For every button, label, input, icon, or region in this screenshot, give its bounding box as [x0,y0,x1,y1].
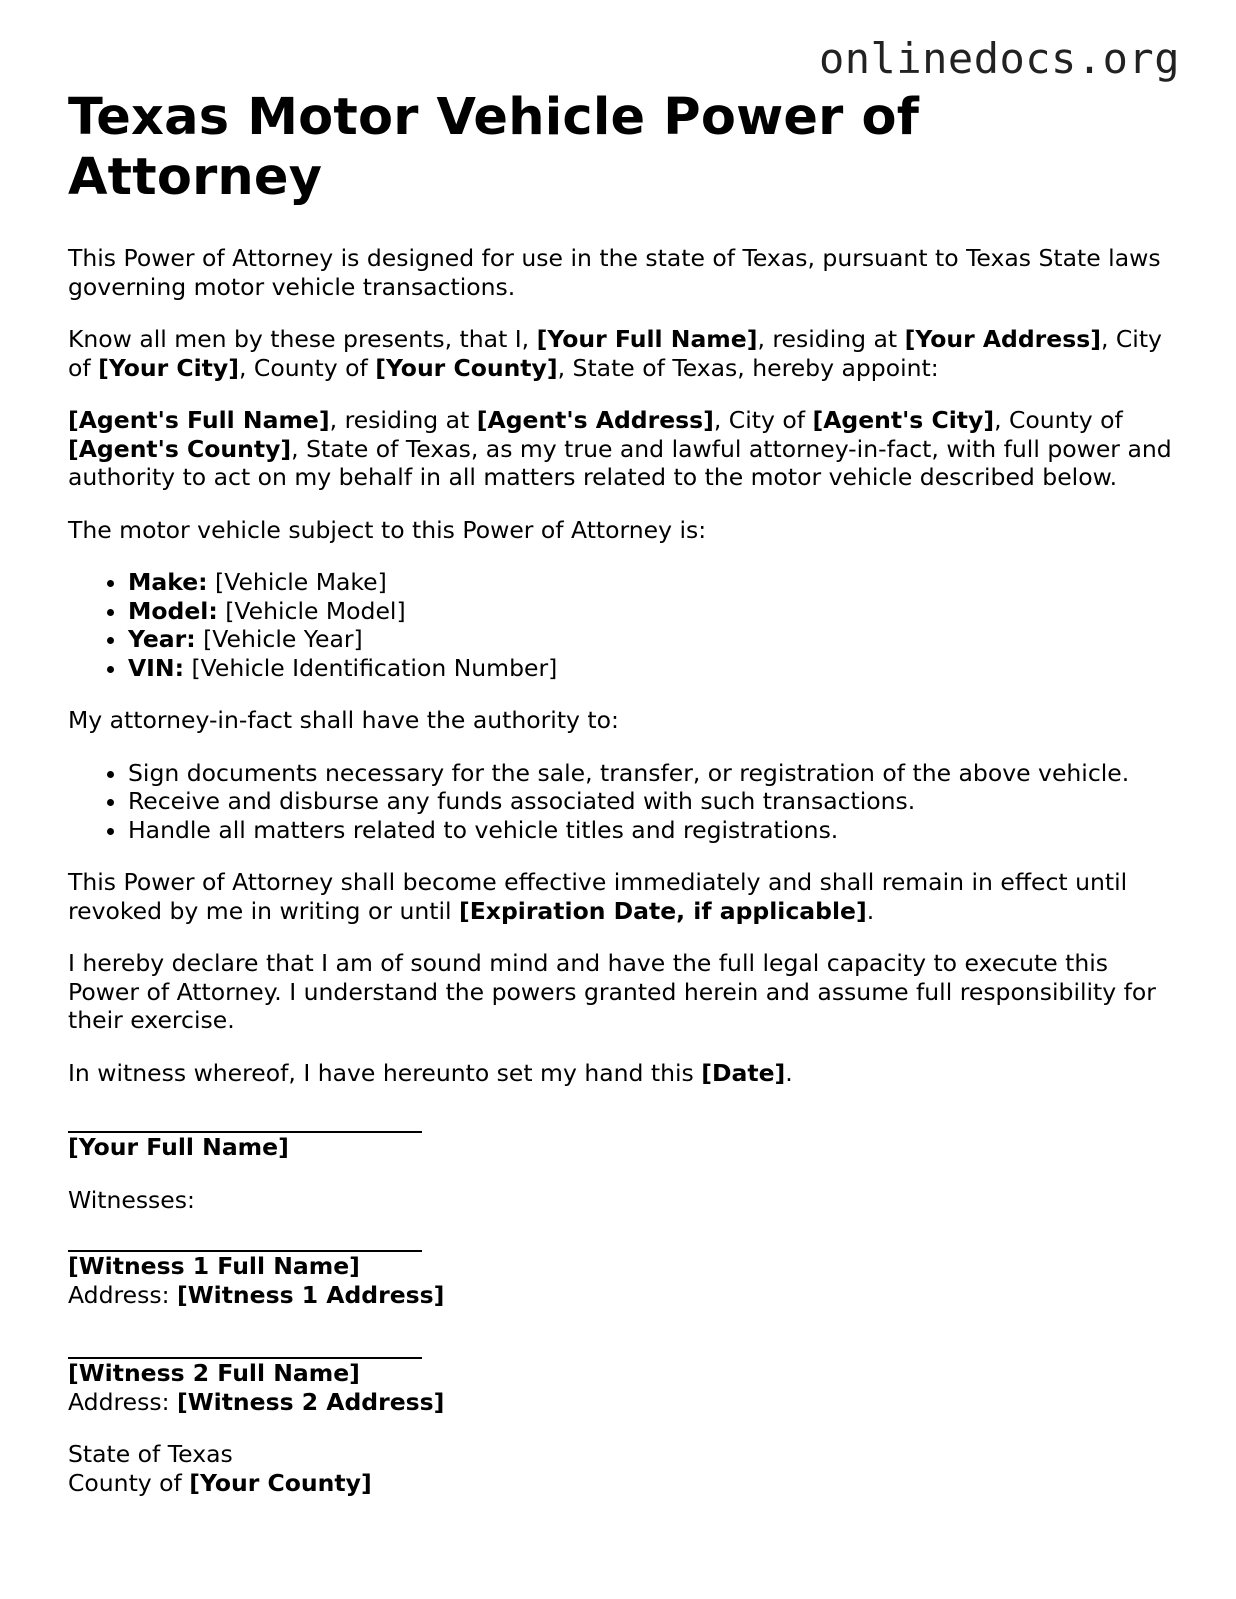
principal-address: [Your Address] [904,325,1101,354]
agent-county: [Agent's County] [68,434,292,463]
principal-city: [Your City] [98,353,239,382]
site-watermark: onlinedocs.org [818,34,1180,83]
list-item: • Model: [Vehicle Model] [128,597,1178,626]
principal-paragraph: Know all men by these presents, that I, [Your Full Name], residing at [Your Address], City of [Your City], County of [Your County], State of Texas, hereby appoint: [68,325,1162,382]
agent-address: [Agent's Address] [476,406,714,435]
expiration-date: [Expiration Date, if applicable] [459,896,867,925]
document-page [68,88,1178,1497]
intro-paragraph: This Power of Attorney is designed for use in the state of Texas, pursuant to Texas State laws governing motor vehicle transactions. [68,244,1161,301]
witness-2-name: [Witness 2 Full Name] [68,1359,360,1388]
list-item: • Make: [Vehicle Make] [128,568,1178,597]
signature-line [68,1345,422,1359]
list-item: • Handle all matters related to vehicle titles and registrations. [128,816,1178,845]
signature-line [68,1119,422,1133]
list-item: • VIN: [Vehicle Identification Number] [128,654,1178,683]
vehicle-intro: The motor vehicle subject to this Power of Attorney is: [68,515,707,544]
witness-1-address: [Witness 1 Address] [176,1280,445,1309]
document-title: Texas Motor Vehicle Power of Attorney [68,88,920,208]
witness-clause: In witness whereof, I have hereunto set my hand this [Date]. [68,1058,793,1087]
list-item: • Year: [Vehicle Year] [128,625,1178,654]
authority-list [68,759,1178,845]
effective-paragraph: This Power of Attorney shall become effective immediately and shall remain in effect until revoked by me in writing or until [Expiration Date, if applicable]. [68,868,1128,925]
notary-state: State of Texas [68,1440,233,1469]
principal-county: [Your County] [375,353,558,382]
signature-line [68,1238,422,1252]
principal-signature-name: [Your Full Name] [68,1133,289,1162]
agent-name: [Agent's Full Name] [68,406,330,435]
list-item: • Receive and disburse any funds associated with such transactions. [128,787,1178,816]
notary-county: [Your County] [189,1468,372,1497]
witness-2-block: [Witness 2 Full Name] Address: [Witness 2 Address] [68,1345,1178,1416]
principal-name: [Your Full Name] [536,325,758,354]
witness-1-name: [Witness 1 Full Name] [68,1252,360,1281]
agent-paragraph: [Agent's Full Name], residing at [Agent's Address], City of [Agent's City], County of [Agent's County], State of Texas, as my true and lawful attorney-in-fact, with full power and authority to act on my behalf in all matters related to the motor vehicle described below. [68,406,1172,492]
agent-city: [Agent's City] [812,406,995,435]
authority-intro: My attorney-in-fact shall have the authority to: [68,706,619,735]
notary-venue: State of Texas County of [Your County] [68,1440,1178,1497]
witness-1-block: [Witness 1 Full Name] Address: [Witness 1 Address] [68,1238,1178,1309]
witnesses-label: Witnesses: [68,1185,195,1214]
witness-2-address: [Witness 2 Address] [176,1387,445,1416]
principal-signature-block [68,1119,1178,1162]
vehicle-details-list [68,568,1178,682]
declaration-paragraph: I hereby declare that I am of sound mind and have the full legal capacity to execute this Power of Attorney. I understand the powers granted herein and assume full responsibility for their exercise. [68,949,1156,1035]
signing-date: [Date] [701,1058,786,1087]
list-item: • Sign documents necessary for the sale, transfer, or registration of the above vehicle. [128,759,1178,788]
